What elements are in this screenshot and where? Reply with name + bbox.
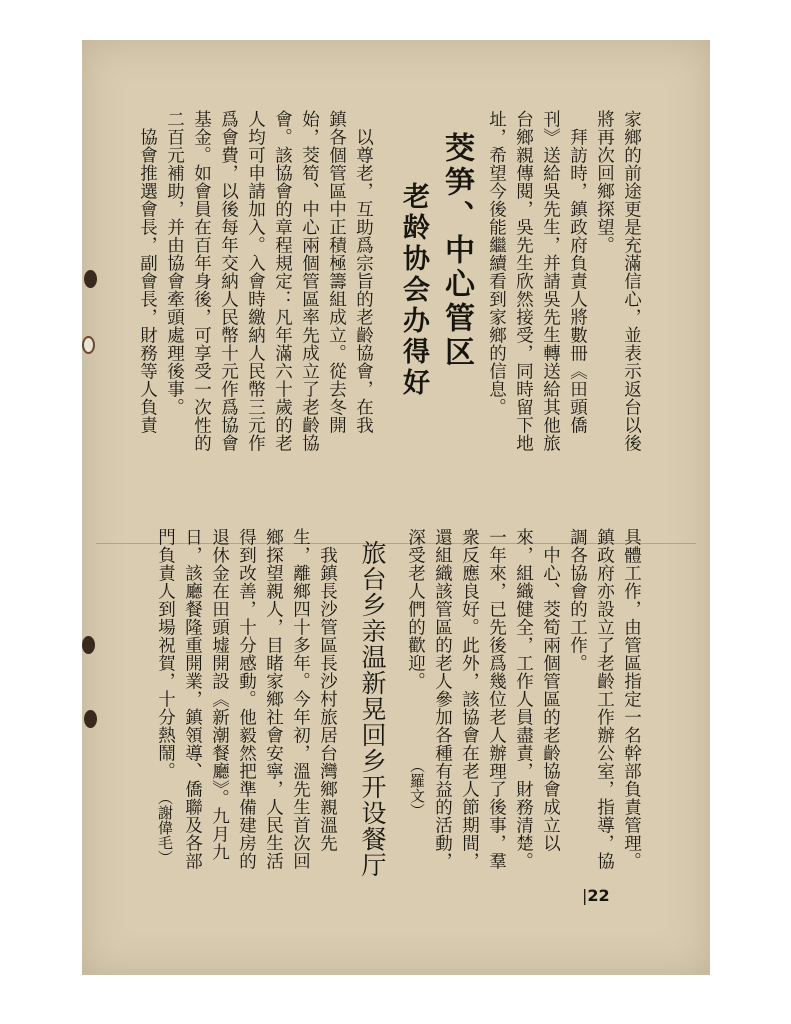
lower-text-column: 調各協會的工作。 [567,528,588,672]
upper-text-column: 家鄉的前途更是充滿信心，並表示返台以後 [621,110,642,452]
lower-text-column: 來，組織健全，工作人員盡責，財務清楚。 [513,528,534,870]
lower-text-column: 我鎮長沙管區長沙村旅居台灣鄉親溫先 [317,528,338,852]
author-credit: （羅文） [408,758,426,818]
document-page [82,40,710,975]
lower-text-column: 退休金在田頭墟開設《新潮餐廳》。九月九 [209,528,230,862]
upper-text-column: 台鄉親傳閱，吳先生欣然接受，同時留下地 [513,110,534,452]
upper-text-column: 刊》送給吳先生，并請吳先生轉送給其他旅 [540,110,561,452]
page-number-bracket: | [582,886,588,905]
binder-hole [84,270,97,288]
upper-text-column: 將再次回鄉探望。 [594,110,615,254]
upper-text-column: 拜訪時，鎮政府負責人將數冊《田頭僑 [567,110,588,434]
lower-text-column: 深受老人們的歡迎。 [405,528,426,690]
lower-text-column: 門負責人到場祝賀，十分熱鬧。 [155,528,176,780]
lower-text-column: 衆反應良好。此外，該協會在老人節期間， [459,528,480,870]
lower-text-column: 日，該廳餐隆重開業，鎮領導、僑聯及各部 [182,528,203,870]
binder-hole [82,636,95,654]
upper-text-column: 址，希望今後能繼續看到家鄉的信息。 [486,110,507,416]
upper-text-column: 基金。如會員在百年身後，可享受一次性的 [191,110,212,452]
upper-text-column: 協會推選會長，副會長，財務等人負責 [137,110,158,434]
page-number-value: 22 [587,886,610,905]
article-title-line2: 老龄协会办得好 [398,182,429,399]
upper-text-column: 人均可申請加入。入會時繳納人民幣三元作 [245,110,266,452]
upper-text-column: 始，茭筍、中心兩個管區率先成立了老齡協 [299,110,320,452]
upper-text-column: 爲會費，以後每年交納人民幣十元作爲協會 [218,110,239,452]
binder-hole [84,710,97,728]
upper-text-column: 二百元補助，并由協會牽頭處理後事。 [164,110,185,416]
author-credit: （謝偉毛） [156,790,174,865]
article-title: 旅台乡亲温新晃回乡开设餐厅 [358,540,387,878]
upper-text-column: 會。該協會的章程規定：凡年滿六十歲的老 [272,110,293,452]
lower-text-column: 具體工作，由管區指定一名幹部負責管理。 [621,528,642,870]
lower-text-column: 鄉探望親人，目睹家鄉社會安寧，人民生活 [263,528,284,870]
article-title-line1: 茭笋、中心管区 [439,132,474,370]
lower-text-column: 鎮政府亦設立了老齡工作辦公室，指導，協 [594,528,615,870]
lower-text-column: 中心、茭筍兩個管區的老齡協會成立以 [540,528,561,852]
upper-text-column: 鎮各個管區中正積極籌組成立。從去冬開 [326,110,347,434]
lower-text-column: 還組織該管區的老人參加各種有益的活動， [432,528,453,870]
page-number [582,886,610,905]
lower-text-column: 得到改善，十分感動。他毅然把準備建房的 [236,528,257,870]
binder-hole [82,336,95,354]
lower-text-column: 一年來，已先後爲幾位老人辦理了後事，羣 [486,528,507,870]
upper-text-column: 以尊老，互助爲宗旨的老齡協會，在我 [353,110,374,434]
lower-text-column: 生，離鄉四十多年。今年初，溫先生首次回 [290,528,311,870]
